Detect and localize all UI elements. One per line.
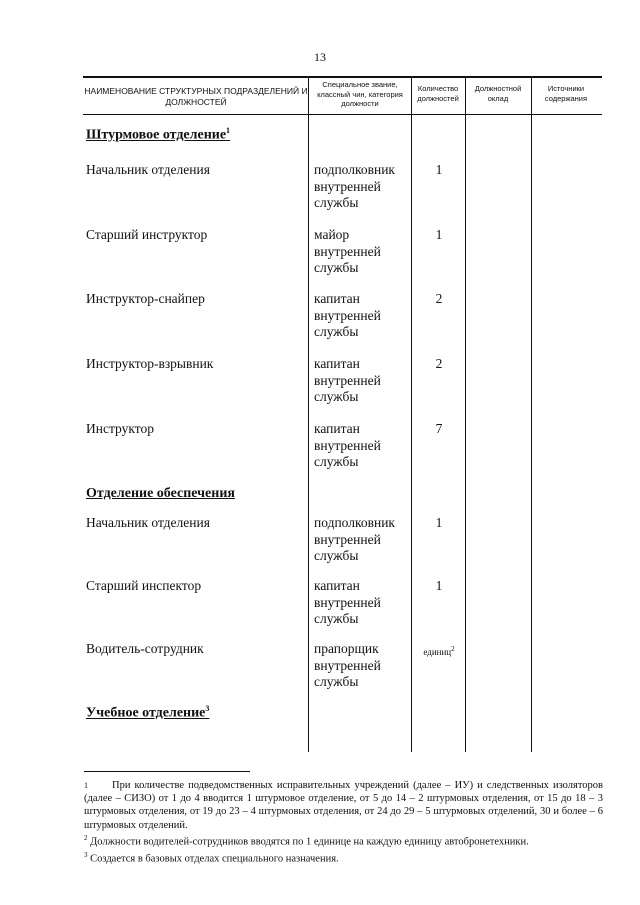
- header-col-count: Количество должностей: [417, 84, 459, 103]
- header-col-salary: Должностной оклад: [474, 84, 522, 103]
- count-cell: 1: [435, 578, 443, 593]
- rank-cell: [314, 421, 410, 471]
- section-title-text: Штурмовое отделение: [86, 127, 227, 143]
- footnote-rule: [84, 771, 250, 772]
- rank-cell: [314, 291, 410, 341]
- rank-line: подполковник: [314, 162, 395, 177]
- position-name: Инструктор: [86, 421, 154, 436]
- footnote-3: [84, 849, 603, 866]
- footnote-2: [84, 832, 603, 849]
- footnote-3-text: Создается в базовых отделах специального назначения.: [90, 853, 339, 865]
- count-cell: 7: [435, 421, 443, 436]
- section-title-text: Учебное отделение: [86, 705, 206, 721]
- table-top-border: [83, 76, 602, 78]
- rank-line: службы: [314, 611, 359, 626]
- rank-line: внутренней: [314, 437, 381, 453]
- count-cell: 1: [435, 227, 443, 242]
- count-cell: 1: [435, 515, 443, 530]
- rank-cell: [314, 641, 410, 691]
- rank-line: службы: [314, 195, 359, 210]
- table-divider-1: [308, 77, 309, 752]
- position-name: Начальник отделения: [86, 515, 210, 530]
- position-name: Старший инспектор: [86, 578, 202, 593]
- rank-cell: [314, 578, 410, 628]
- rank-line: службы: [314, 389, 359, 404]
- rank-line: службы: [314, 260, 359, 275]
- rank-line: внутренней: [314, 178, 381, 194]
- footnote-3-number: 3: [84, 850, 88, 859]
- rank-line: внутренней: [314, 531, 381, 547]
- count-cell: [412, 645, 466, 657]
- section-title: [86, 126, 230, 144]
- footnote-2-number: 2: [84, 833, 88, 842]
- count-cell: 2: [435, 291, 443, 306]
- rank-line: капитан: [314, 421, 360, 436]
- table-divider-4: [531, 77, 532, 752]
- rank-cell: [314, 227, 410, 277]
- rank-cell: [314, 515, 410, 565]
- rank-line: службы: [314, 324, 359, 339]
- footnote-1-text: При количестве подведомственных исправительных учреждений (далее – ИУ) и следственных изоляторов (далее – СИЗО) от 1 до 4 вводится 1 штурмовое отделение, от 5 до 14 – 2 штурмовых отделения, от 15 до 18 – 3 штурмовых отделения, от 19 до 23 – 4 штурмовых отделения, от 24 до 29 – 5 штурмовых отделений, 30 и более – 6 штурмовых отделений.: [84, 780, 603, 831]
- rank-cell: [314, 356, 410, 406]
- section-title-sup: 1: [226, 126, 231, 135]
- rank-line: майор: [314, 227, 350, 242]
- header-col-name: НАИМЕНОВАНИЕ СТРУКТУРНЫХ ПОДРАЗДЕЛЕНИЙ И ДОЛЖНОСТЕЙ: [84, 86, 308, 107]
- footnote-1: [84, 779, 603, 832]
- rank-line: внутренней: [314, 307, 381, 323]
- position-name: Инструктор-снайпер: [86, 291, 205, 306]
- count-text: единиц: [423, 647, 452, 657]
- rank-line: внутренней: [314, 657, 381, 673]
- footnote-1-number: 1: [84, 781, 88, 790]
- section-title: [86, 704, 209, 722]
- rank-line: внутренней: [314, 243, 381, 259]
- position-name: Водитель-сотрудник: [86, 641, 204, 656]
- footnote-2-text: Должности водителей-сотрудников вводятся по 1 единице на каждую единицу автобронетехники.: [90, 836, 529, 848]
- rank-line: капитан: [314, 356, 360, 371]
- rank-line: подполковник: [314, 515, 395, 530]
- section-title-sup: 3: [205, 704, 210, 713]
- rank-line: службы: [314, 548, 359, 563]
- rank-line: службы: [314, 454, 359, 469]
- header-col-rank: Специальное звание, классный чин, категория должности: [317, 80, 403, 108]
- table-header-bottom-border: [83, 114, 602, 115]
- count-sup: 2: [451, 645, 455, 653]
- footnotes: [84, 779, 603, 865]
- rank-line: внутренней: [314, 372, 381, 388]
- header-col-source: Источники содержания: [544, 84, 588, 103]
- position-name: Инструктор-взрывник: [86, 356, 214, 371]
- count-cell: 1: [435, 162, 443, 177]
- section-title: [86, 486, 235, 502]
- count-cell: 2: [435, 356, 443, 371]
- rank-cell: [314, 162, 410, 212]
- page-number: 13: [314, 50, 326, 64]
- rank-line: службы: [314, 674, 359, 689]
- rank-line: капитан: [314, 291, 360, 306]
- rank-line: прапорщик: [314, 641, 379, 656]
- rank-line: капитан: [314, 578, 360, 593]
- section-title-text: Отделение обеспечения: [86, 486, 235, 501]
- position-name: Начальник отделения: [86, 162, 210, 177]
- position-name: Старший инструктор: [86, 227, 208, 242]
- rank-line: внутренней: [314, 594, 381, 610]
